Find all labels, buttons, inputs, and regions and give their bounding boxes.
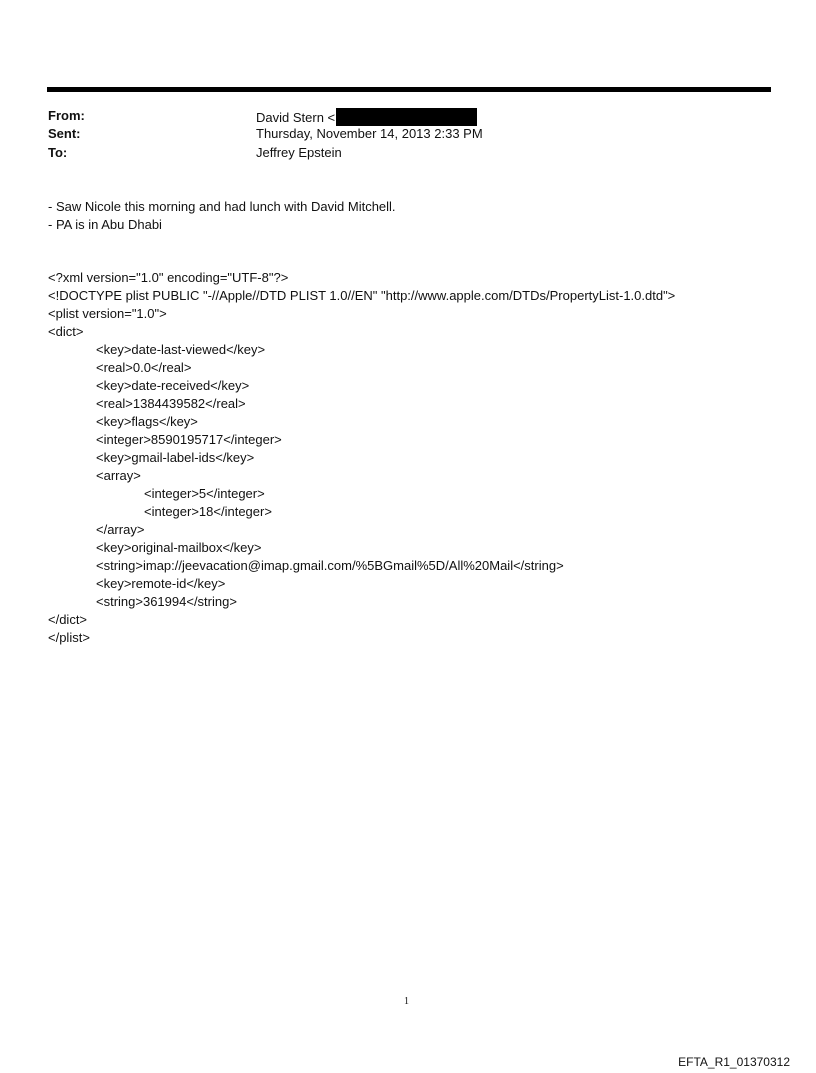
message-line: - Saw Nicole this morning and had lunch with David Mitchell. [48, 199, 396, 214]
page-number: 1 [404, 996, 409, 1007]
plist-line: <integer>8590195717</integer> [96, 432, 282, 447]
plist-line: <!DOCTYPE plist PUBLIC "-//Apple//DTD PLIST 1.0//EN" "http://www.apple.com/DTDs/PropertyList-1.0.dtd"> [48, 288, 676, 303]
plist-line: <integer>5</integer> [144, 486, 265, 501]
sent-label: Sent: [48, 126, 81, 141]
plist-line: </array> [96, 522, 145, 537]
plist-line: <dict> [48, 324, 84, 339]
to-value: Jeffrey Epstein [256, 145, 342, 160]
message-line: - PA is in Abu Dhabi [48, 217, 162, 232]
plist-line: <string>361994</string> [96, 594, 237, 609]
plist-line: <key>date-received</key> [96, 378, 250, 393]
to-label: To: [48, 145, 68, 160]
plist-line: <plist version="1.0"> [48, 306, 167, 321]
document-id: EFTA_R1_01370312 [678, 1055, 790, 1069]
plist-line: <key>flags</key> [96, 414, 198, 429]
plist-line: </dict> [48, 612, 88, 627]
from-name: David Stern < [256, 110, 336, 125]
plist-line: <real>0.0</real> [96, 360, 192, 375]
plist-line: <key>original-mailbox</key> [96, 540, 262, 555]
plist-line: <array> [96, 468, 141, 483]
plist-line: <key>date-last-viewed</key> [96, 342, 266, 357]
header-rule [47, 87, 771, 92]
from-value [256, 108, 477, 126]
plist-line: <real>1384439582</real> [96, 396, 246, 411]
sent-value: Thursday, November 14, 2013 2:33 PM [256, 126, 483, 141]
plist-line: <string>imap://jeevacation@imap.gmail.com/%5BGmail%5D/All%20Mail</string> [96, 558, 564, 573]
plist-line: <integer>18</integer> [144, 504, 272, 519]
from-label: From: [48, 108, 85, 123]
plist-line: <key>remote-id</key> [96, 576, 226, 591]
plist-line: <?xml version="1.0" encoding="UTF-8"?> [48, 270, 289, 285]
plist-line: <key>gmail-label-ids</key> [96, 450, 255, 465]
redaction-box [336, 108, 477, 126]
plist-line: </plist> [48, 630, 90, 645]
